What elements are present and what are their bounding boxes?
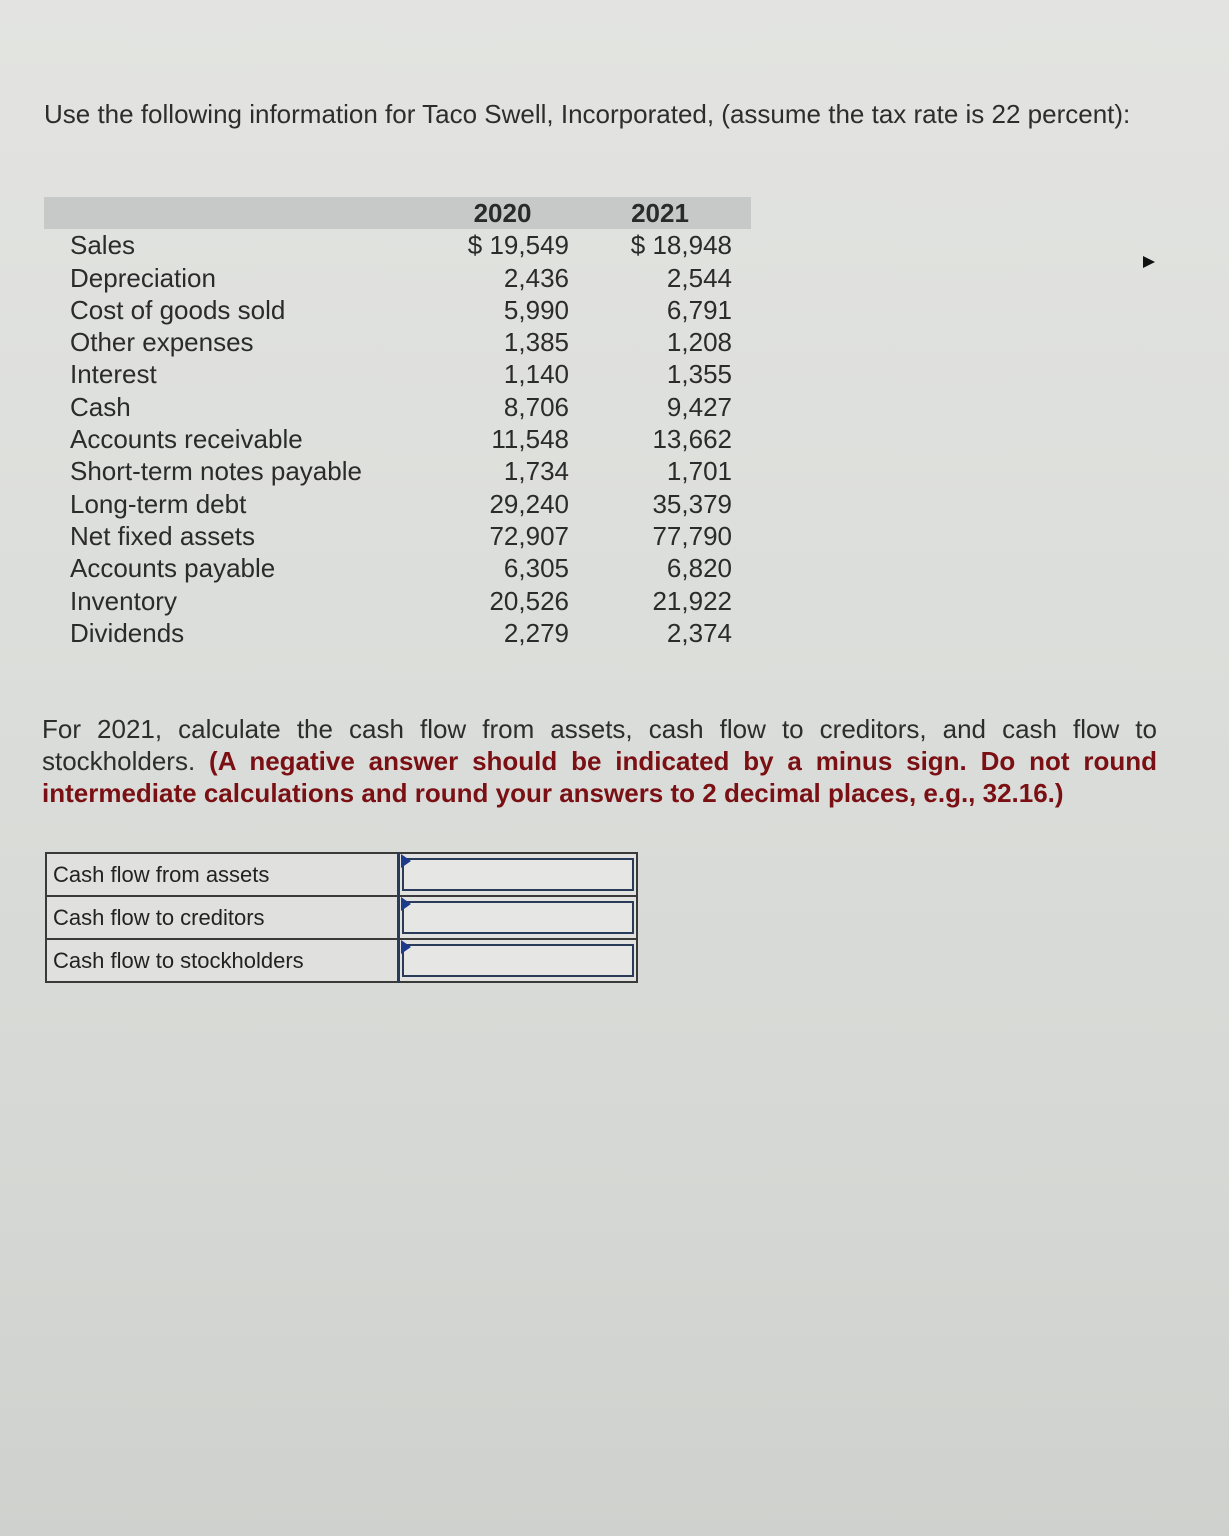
value-2020: 1,385: [503, 327, 569, 358]
value-2020: 72,907: [489, 520, 569, 551]
table-row: [44, 294, 751, 326]
value-2021: 77,790: [652, 520, 732, 551]
table-row: [44, 391, 751, 423]
table-row: [44, 229, 751, 261]
value-2021: 6,820: [666, 553, 732, 584]
value-2020: $ 19,549: [467, 230, 569, 261]
input-flag-icon: [401, 854, 411, 868]
value-2021: 1,355: [666, 359, 732, 390]
cash-flow-to-creditors-input[interactable]: [399, 896, 638, 939]
input-flag-icon: [401, 897, 411, 911]
row-label: Short-term notes payable: [70, 456, 362, 487]
table-header-row: [44, 197, 751, 229]
row-label: Net fixed assets: [70, 520, 255, 551]
financial-data-table: [44, 197, 751, 649]
cursor-arrow-icon: [1143, 256, 1155, 268]
value-2021: 1,701: [666, 456, 732, 487]
answer-row-creditors: [46, 896, 637, 939]
value-2020: 2,279: [503, 617, 569, 648]
value-2021: 6,791: [666, 294, 732, 325]
value-2020: 20,526: [489, 585, 569, 616]
table-row: [44, 455, 751, 487]
table-row: [44, 520, 751, 552]
table-row: [44, 262, 751, 294]
header-2020: 2020: [436, 197, 569, 229]
answer-table: [45, 852, 638, 983]
value-2020: 1,140: [503, 359, 569, 390]
answer-label-assets: Cash flow from assets: [46, 853, 399, 896]
table-row: [44, 488, 751, 520]
answer-row-stockholders: [46, 939, 637, 982]
value-2021: 1,208: [666, 327, 732, 358]
answer-box[interactable]: [402, 858, 634, 891]
answer-box[interactable]: [402, 901, 634, 934]
intro-text: Use the following information for Taco Swell, Incorporated, (assume the tax rate is 22 percent):: [44, 99, 1131, 129]
question-text: [42, 713, 1157, 809]
answer-label-creditors: Cash flow to creditors: [46, 896, 399, 939]
table-row: [44, 552, 751, 584]
value-2021: $ 18,948: [630, 230, 732, 261]
header-2021: 2021: [569, 197, 751, 229]
header-label-col: [44, 197, 436, 229]
cash-flow-to-stockholders-input[interactable]: [399, 939, 638, 982]
value-2020: 8,706: [503, 391, 569, 422]
value-2020: 6,305: [503, 553, 569, 584]
answer-label-stockholders: Cash flow to stockholders: [46, 939, 399, 982]
row-label: Long-term debt: [70, 488, 247, 519]
value-2021: 9,427: [666, 391, 732, 422]
row-label: Accounts payable: [70, 553, 276, 584]
answer-row-assets: [46, 853, 637, 896]
value-2020: 5,990: [503, 294, 569, 325]
row-label: Cost of goods sold: [70, 294, 286, 325]
row-label: Cash: [70, 391, 131, 422]
row-label: Accounts receivable: [70, 424, 303, 455]
value-2021: 2,374: [666, 617, 732, 648]
value-2020: 11,548: [491, 424, 569, 455]
cash-flow-from-assets-input[interactable]: [399, 853, 638, 896]
row-label: Dividends: [70, 617, 185, 648]
value-2021: 35,379: [652, 488, 732, 519]
table-row: [44, 585, 751, 617]
row-label: Other expenses: [70, 327, 254, 358]
value-2020: 29,240: [489, 488, 569, 519]
row-label: Depreciation: [70, 262, 216, 293]
table-row: [44, 358, 751, 390]
table-row: [44, 326, 751, 358]
question-body: For 2021, calculate the cash flow from assets, cash flow to creditors, and cash flow to stockholders.: [42, 714, 1157, 776]
value-2020: 2,436: [503, 262, 569, 293]
row-label: Interest: [70, 359, 157, 390]
value-2021: 2,544: [666, 262, 732, 293]
row-label: Inventory: [70, 585, 177, 616]
table-row: [44, 423, 751, 455]
value-2020: 1,734: [503, 456, 569, 487]
table-row: [44, 617, 751, 649]
question-instruction: (A negative answer should be indicated by a minus sign. Do not round intermediate calculations and round your answers to 2 decimal places, e.g., 32.16.): [42, 746, 1157, 808]
answer-box[interactable]: [402, 944, 634, 977]
value-2021: 13,662: [652, 424, 732, 455]
input-flag-icon: [401, 940, 411, 954]
value-2021: 21,922: [652, 585, 732, 616]
row-label: Sales: [70, 230, 136, 261]
